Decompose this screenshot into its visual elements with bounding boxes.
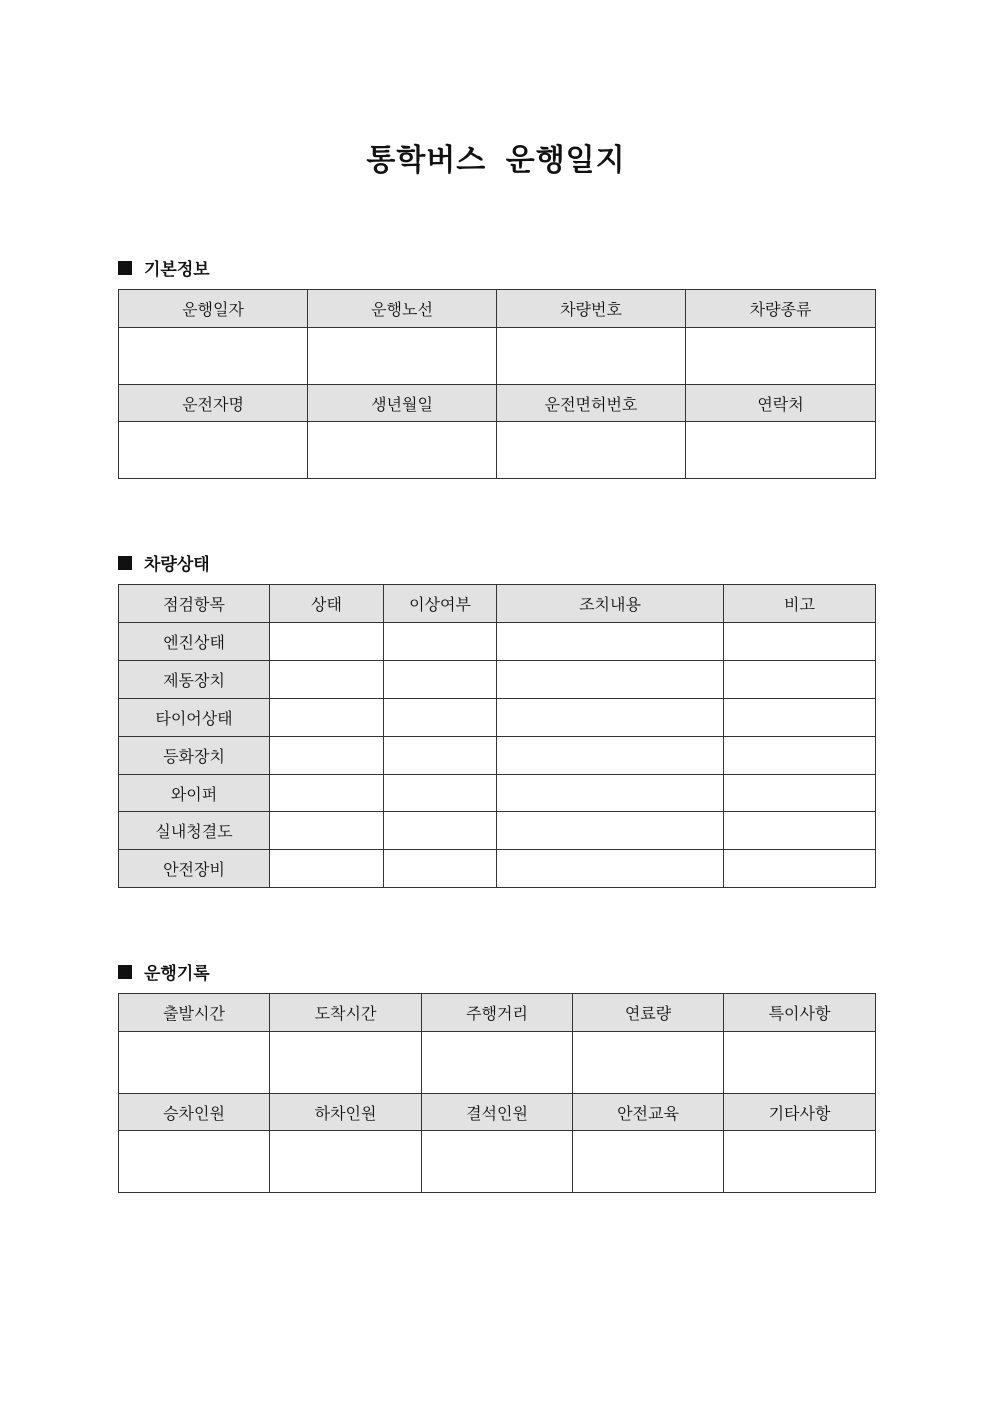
square-bullet-icon — [118, 261, 132, 275]
header-cell: 운전자명 — [119, 385, 308, 422]
input-cell[interactable] — [270, 699, 384, 737]
input-cell[interactable] — [724, 623, 876, 661]
input-cell[interactable] — [384, 623, 497, 661]
input-cell[interactable] — [119, 328, 308, 385]
input-cell[interactable] — [497, 422, 686, 479]
header-cell: 운전면허번호 — [497, 385, 686, 422]
input-cell[interactable] — [422, 1032, 573, 1094]
header-cell: 주행거리 — [422, 994, 573, 1032]
table-row — [119, 1131, 876, 1193]
header-cell: 점검항목 — [119, 585, 270, 623]
input-cell[interactable] — [497, 328, 686, 385]
vehicle-status-table — [118, 584, 876, 888]
square-bullet-icon — [118, 965, 132, 979]
table-header-row — [119, 290, 876, 328]
table-row — [119, 775, 876, 812]
section-heading-operation — [118, 959, 210, 984]
input-cell[interactable] — [119, 1032, 270, 1094]
input-cell[interactable] — [573, 1131, 724, 1193]
input-cell[interactable] — [497, 737, 724, 775]
header-cell: 결석인원 — [422, 1094, 573, 1131]
input-cell[interactable] — [724, 661, 876, 699]
input-cell[interactable] — [422, 1131, 573, 1193]
input-cell[interactable] — [270, 812, 384, 850]
table-row — [119, 812, 876, 850]
input-cell[interactable] — [384, 699, 497, 737]
row-label: 등화장치 — [119, 737, 270, 775]
header-cell: 비고 — [724, 585, 876, 623]
section-heading-vehicle — [118, 550, 210, 575]
row-label: 타이어상태 — [119, 699, 270, 737]
input-cell[interactable] — [270, 1131, 422, 1193]
input-cell[interactable] — [384, 812, 497, 850]
table-row — [119, 328, 876, 385]
table-row — [119, 699, 876, 737]
square-bullet-icon — [118, 556, 132, 570]
header-cell: 운행일자 — [119, 290, 308, 328]
input-cell[interactable] — [686, 422, 876, 479]
header-cell: 차량종류 — [686, 290, 876, 328]
header-cell: 연락처 — [686, 385, 876, 422]
operation-record-table — [118, 993, 876, 1193]
input-cell[interactable] — [270, 1032, 422, 1094]
input-cell[interactable] — [308, 422, 497, 479]
input-cell[interactable] — [384, 737, 497, 775]
header-cell: 상태 — [270, 585, 384, 623]
header-cell: 차량번호 — [497, 290, 686, 328]
input-cell[interactable] — [724, 1131, 876, 1193]
input-cell[interactable] — [270, 850, 384, 888]
table-row — [119, 422, 876, 479]
header-cell: 승차인원 — [119, 1094, 270, 1131]
input-cell[interactable] — [724, 737, 876, 775]
table-row — [119, 623, 876, 661]
header-cell: 도착시간 — [270, 994, 422, 1032]
input-cell[interactable] — [384, 850, 497, 888]
input-cell[interactable] — [724, 775, 876, 812]
input-cell[interactable] — [686, 328, 876, 385]
input-cell[interactable] — [308, 328, 497, 385]
header-cell: 출발시간 — [119, 994, 270, 1032]
input-cell[interactable] — [270, 661, 384, 699]
input-cell[interactable] — [384, 661, 497, 699]
header-cell: 특이사항 — [724, 994, 876, 1032]
header-cell: 하차인원 — [270, 1094, 422, 1131]
header-cell: 운행노선 — [308, 290, 497, 328]
input-cell[interactable] — [497, 850, 724, 888]
row-label: 엔진상태 — [119, 623, 270, 661]
page-title: 통학버스 운행일지 — [366, 143, 626, 178]
table-row — [119, 737, 876, 775]
header-cell: 생년월일 — [308, 385, 497, 422]
input-cell[interactable] — [497, 775, 724, 812]
input-cell[interactable] — [497, 661, 724, 699]
basic-info-table — [118, 289, 876, 479]
section-title: 운행기록 — [144, 964, 210, 984]
input-cell[interactable] — [270, 775, 384, 812]
table-row — [119, 1032, 876, 1094]
table-header-row — [119, 385, 876, 422]
row-label: 안전장비 — [119, 850, 270, 888]
header-cell: 기타사항 — [724, 1094, 876, 1131]
input-cell[interactable] — [497, 623, 724, 661]
table-row — [119, 661, 876, 699]
input-cell[interactable] — [270, 737, 384, 775]
input-cell[interactable] — [724, 850, 876, 888]
section-title: 차량상태 — [144, 555, 210, 575]
row-label: 제동장치 — [119, 661, 270, 699]
input-cell[interactable] — [497, 699, 724, 737]
input-cell[interactable] — [384, 775, 497, 812]
input-cell[interactable] — [724, 699, 876, 737]
row-label: 실내청결도 — [119, 812, 270, 850]
header-cell: 조치내용 — [497, 585, 724, 623]
table-header-row — [119, 1094, 876, 1131]
input-cell[interactable] — [270, 623, 384, 661]
table-header-row — [119, 585, 876, 623]
input-cell[interactable] — [724, 1032, 876, 1094]
header-cell: 이상여부 — [384, 585, 497, 623]
input-cell[interactable] — [724, 812, 876, 850]
input-cell[interactable] — [497, 812, 724, 850]
input-cell[interactable] — [119, 422, 308, 479]
table-header-row — [119, 994, 876, 1032]
header-cell: 연료량 — [573, 994, 724, 1032]
table-row — [119, 850, 876, 888]
input-cell[interactable] — [119, 1131, 270, 1193]
input-cell[interactable] — [573, 1032, 724, 1094]
section-heading-basic — [118, 255, 210, 280]
section-title: 기본정보 — [144, 260, 210, 280]
row-label: 와이퍼 — [119, 775, 270, 812]
header-cell: 안전교육 — [573, 1094, 724, 1131]
